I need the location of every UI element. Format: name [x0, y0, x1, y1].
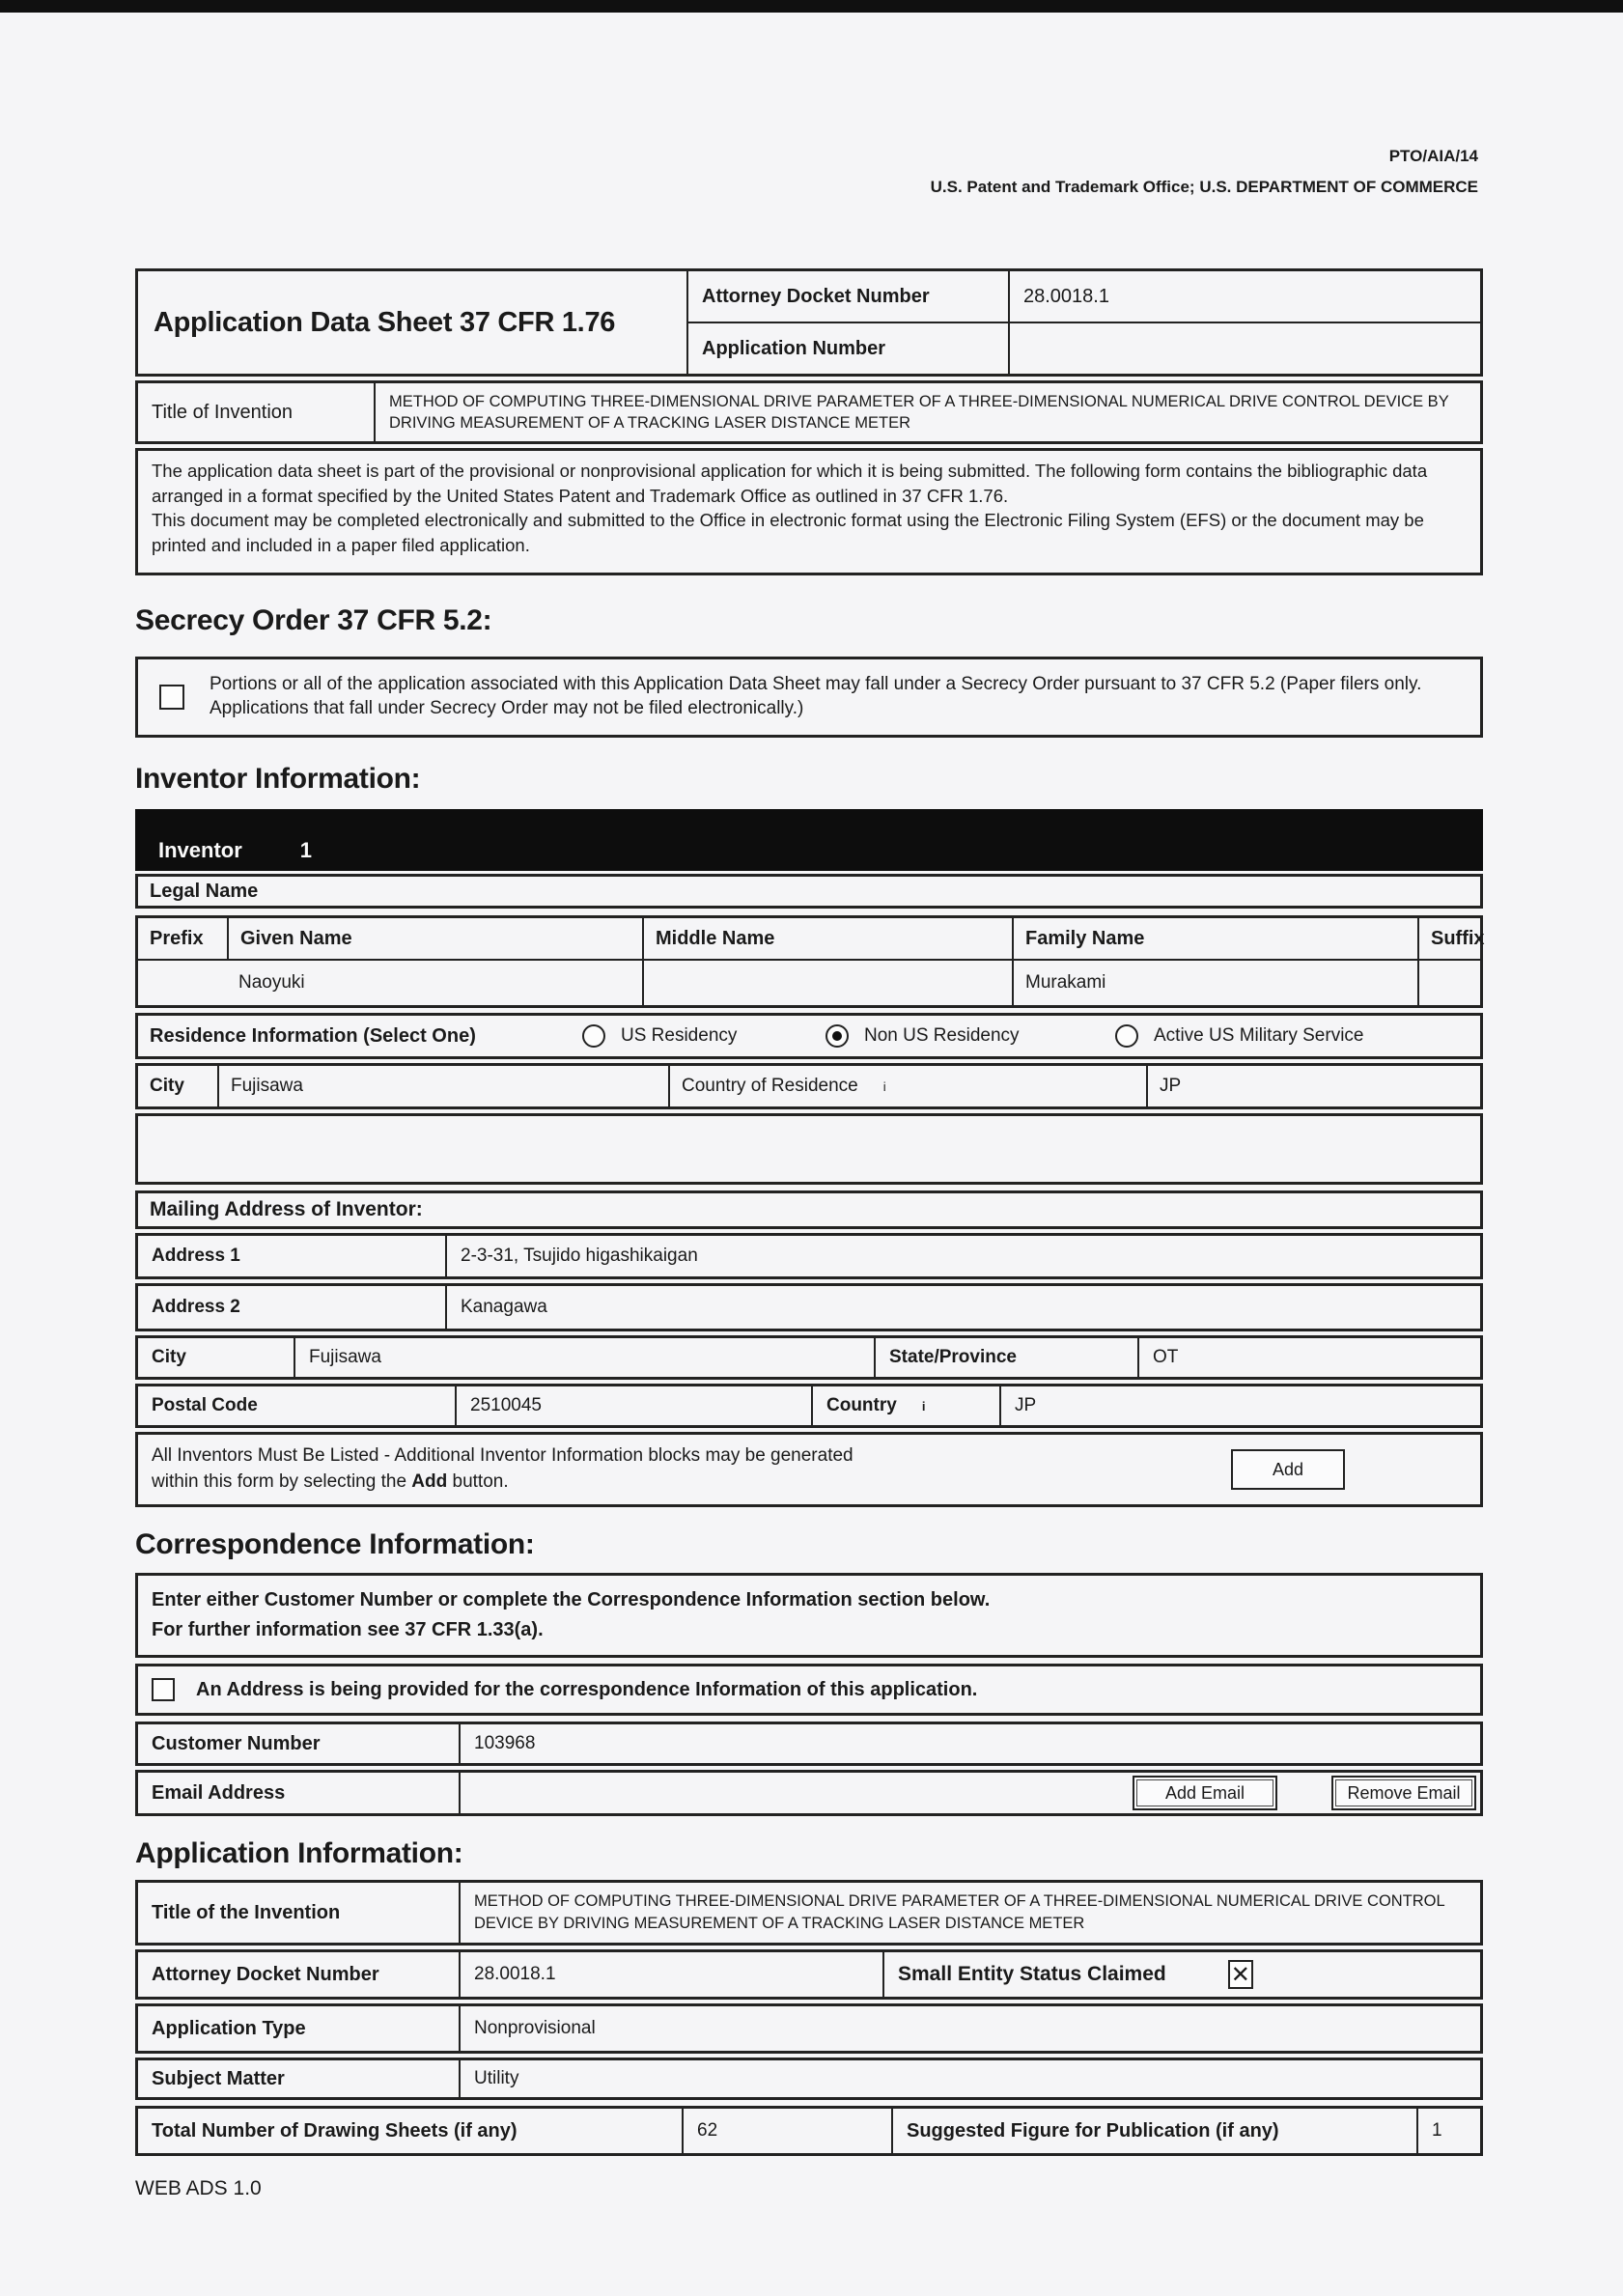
given-name-header: Given Name — [227, 918, 642, 959]
email-address-label: Email Address — [152, 1781, 286, 1804]
drawing-sheets-row — [135, 2106, 1483, 2156]
subject-matter-field[interactable]: Utility — [459, 2060, 1480, 2097]
application-docket-field[interactable]: 28.0018.1 — [459, 1952, 882, 1997]
email-address-field[interactable] — [459, 1773, 1480, 1813]
sheet-title: Application Data Sheet 37 CFR 1.76 — [154, 306, 616, 338]
country-of-residence-field[interactable]: JP — [1146, 1066, 1480, 1106]
address2-field[interactable]: Kanagawa — [445, 1286, 1480, 1329]
application-number-value[interactable] — [1008, 323, 1480, 374]
secrecy-order-checkbox[interactable] — [159, 685, 184, 710]
middle-name-header: Middle Name — [642, 918, 1012, 959]
header-table — [135, 268, 1483, 377]
name-value-row — [138, 961, 1480, 1005]
suffix-header: Suffix — [1417, 918, 1485, 959]
application-title-label: Title of the Invention — [152, 1901, 341, 1923]
application-docket-label: Attorney Docket Number — [152, 1963, 379, 1985]
secrecy-order-heading: Secrecy Order 37 CFR 5.2: — [135, 604, 492, 636]
us-residency-label: US Residency — [621, 1025, 738, 1046]
inventor-name-table — [135, 915, 1483, 1008]
secrecy-order-row — [135, 657, 1483, 738]
correspondence-heading: Correspondence Information: — [135, 1528, 535, 1560]
postal-code-field[interactable]: 2510045 — [455, 1386, 811, 1425]
residence-information-label: Residence Information (Select One) — [150, 1024, 476, 1047]
inventor-bar-number: 1 — [299, 838, 313, 862]
correspondence-instructions: Enter either Customer Number or complete the Correspondence Information section below. For further information see 37 CFR 1.33(a). — [135, 1573, 1483, 1658]
radio-option-non-us-residency[interactable] — [825, 1024, 1115, 1048]
address2-label: Address 2 — [152, 1297, 240, 1317]
suggested-figure-field[interactable]: 1 — [1416, 2109, 1480, 2153]
mailing-address-heading: Mailing Address of Inventor: — [150, 1198, 423, 1220]
mailing-country-label: Country i — [811, 1386, 999, 1425]
customer-number-row — [135, 1722, 1483, 1766]
application-docket-row — [135, 1949, 1483, 2000]
address1-field[interactable]: 2-3-31, Tsujido higashikaigan — [445, 1236, 1480, 1276]
secrecy-order-text: Portions or all of the application associated with this Application Data Sheet may fall under a Secrecy Order pursuant to 37 CFR 5.2 (Paper filers only. Applications that fall under Secrecy Order may not be filed electronically.) — [210, 674, 1422, 718]
prefix-header: Prefix — [150, 927, 204, 949]
name-header-row — [138, 918, 1485, 961]
country-of-residence-label: Country of Residence i — [668, 1066, 1146, 1106]
postal-code-label: Postal Code — [152, 1395, 258, 1415]
scan-top-edge — [0, 0, 1623, 13]
residence-city-label: City — [150, 1076, 184, 1096]
intro-para2: This document may be completed electronically and submitted to the Office in electronic format using the Electronic Filing System (EFS) or the document may be printed and included in a paper filed application. — [152, 510, 1424, 555]
title-of-invention-row — [135, 380, 1483, 444]
all-inventors-note: All Inventors Must Be Listed - Additional Inventor Information blocks may be generated within this form by selecting the Add button. — [152, 1445, 853, 1492]
add-email-button[interactable]: Add Email — [1133, 1776, 1277, 1810]
state-province-field[interactable]: OT — [1137, 1338, 1480, 1377]
small-entity-checkbox[interactable] — [1228, 1960, 1253, 1989]
middle-name-field[interactable] — [642, 961, 1012, 1005]
footnote-i: i — [882, 1078, 886, 1094]
suffix-field[interactable] — [1417, 961, 1480, 1005]
mailing-address-heading-row — [135, 1190, 1483, 1229]
application-type-label: Application Type — [152, 2017, 306, 2039]
inventor-bar-label: Inventor — [158, 838, 242, 862]
small-entity-label: Small Entity Status Claimed — [898, 1963, 1166, 1985]
form-content — [135, 268, 1483, 2200]
footnote-i: i — [921, 1398, 926, 1414]
residence-information-row — [135, 1013, 1483, 1059]
drawing-sheets-field[interactable]: 62 — [682, 2109, 891, 2153]
active-us-military-radio[interactable] — [1115, 1024, 1138, 1048]
correspondence-address-text: An Address is being provided for the correspondence Information of this application. — [196, 1678, 978, 1700]
application-number-label: Application Number — [686, 323, 1008, 374]
mailing-city-label: City — [152, 1347, 186, 1367]
given-name-field[interactable]: Naoyuki — [238, 972, 305, 993]
mailing-city-row — [135, 1335, 1483, 1380]
application-title-row — [135, 1880, 1483, 1946]
document-header — [931, 141, 1478, 204]
subject-matter-row — [135, 2058, 1483, 2100]
agency-line: U.S. Patent and Trademark Office; U.S. DEPARTMENT OF COMMERCE — [930, 178, 1478, 197]
legal-name-row — [135, 874, 1483, 909]
subject-matter-label: Subject Matter — [152, 2067, 285, 2089]
residence-city-field[interactable]: Fujisawa — [217, 1066, 668, 1106]
mailing-city-field[interactable]: Fujisawa — [294, 1338, 874, 1377]
non-us-residency-label: Non US Residency — [864, 1025, 1020, 1046]
suggested-figure-label: Suggested Figure for Publication (if any) — [891, 2109, 1416, 2153]
address2-row — [135, 1283, 1483, 1331]
form-version: WEB ADS 1.0 — [135, 2177, 262, 2199]
correspondence-address-checkbox[interactable] — [152, 1678, 175, 1701]
title-of-invention-label: Title of Invention — [152, 401, 294, 423]
intro-para1: The application data sheet is part of the provisional or nonprovisional application for which it is being submitted. The following form contains the bibliographic data arranged in a format specified by the United States Patent and Trademark Office as outlined in 37 CFR 1.76. — [152, 461, 1428, 506]
application-information-heading: Application Information: — [135, 1837, 463, 1869]
prefix-field[interactable] — [138, 961, 227, 1005]
empty-inventor-block — [135, 1113, 1483, 1185]
email-address-row — [135, 1770, 1483, 1816]
form-code: PTO/AIA/14 — [1388, 147, 1478, 165]
add-inventor-button[interactable]: Add — [1231, 1449, 1345, 1490]
customer-number-label: Customer Number — [152, 1732, 321, 1754]
drawing-sheets-label: Total Number of Drawing Sheets (if any) — [152, 2119, 518, 2142]
inventor-1-bar — [135, 809, 1483, 871]
mailing-country-field[interactable]: JP — [999, 1386, 1480, 1425]
attorney-docket-value[interactable]: 28.0018.1 — [1008, 271, 1480, 323]
title-of-invention-value[interactable]: METHOD OF COMPUTING THREE-DIMENSIONAL DRIVE PARAMETER OF A THREE-DIMENSIONAL NUMERICAL DRIVE CONTROL DEVICE BY DRIVING MEASUREMENT OF A TRACKING LASER DISTANCE METER — [374, 383, 1480, 441]
address1-label: Address 1 — [152, 1246, 240, 1266]
state-province-label: State/Province — [874, 1338, 1137, 1377]
application-title-field[interactable]: METHOD OF COMPUTING THREE-DIMENSIONAL DRIVE PARAMETER OF A THREE-DIMENSIONAL NUMERICAL DRIVE CONTROL DEVICE BY DRIVING MEASUREMENT OF A TRACKING LASER DISTANCE METER — [459, 1883, 1480, 1943]
all-inventors-row — [135, 1432, 1483, 1507]
address1-row — [135, 1233, 1483, 1279]
family-name-header: Family Name — [1012, 918, 1417, 959]
application-type-row — [135, 2003, 1483, 2054]
small-entity-cell — [882, 1952, 1480, 1997]
remove-email-button[interactable]: Remove Email — [1331, 1776, 1476, 1810]
inventor-information-heading: Inventor Information: — [135, 763, 421, 795]
residence-city-row — [135, 1063, 1483, 1109]
radio-option-us-residency[interactable] — [582, 1024, 825, 1048]
postal-code-row — [135, 1384, 1483, 1428]
intro-paragraph — [135, 448, 1483, 575]
active-us-military-label: Active US Military Service — [1154, 1025, 1364, 1046]
application-type-field[interactable]: Nonprovisional — [459, 2006, 1480, 2051]
family-name-field[interactable]: Murakami — [1012, 961, 1417, 1005]
radio-option-active-us-military[interactable] — [1115, 1024, 1364, 1048]
customer-number-field[interactable]: 103968 — [459, 1724, 1480, 1763]
non-us-residency-radio[interactable] — [825, 1024, 849, 1048]
legal-name-label: Legal Name — [150, 880, 259, 902]
correspondence-address-row — [135, 1664, 1483, 1716]
us-residency-radio[interactable] — [582, 1024, 605, 1048]
attorney-docket-label: Attorney Docket Number — [686, 271, 1008, 323]
